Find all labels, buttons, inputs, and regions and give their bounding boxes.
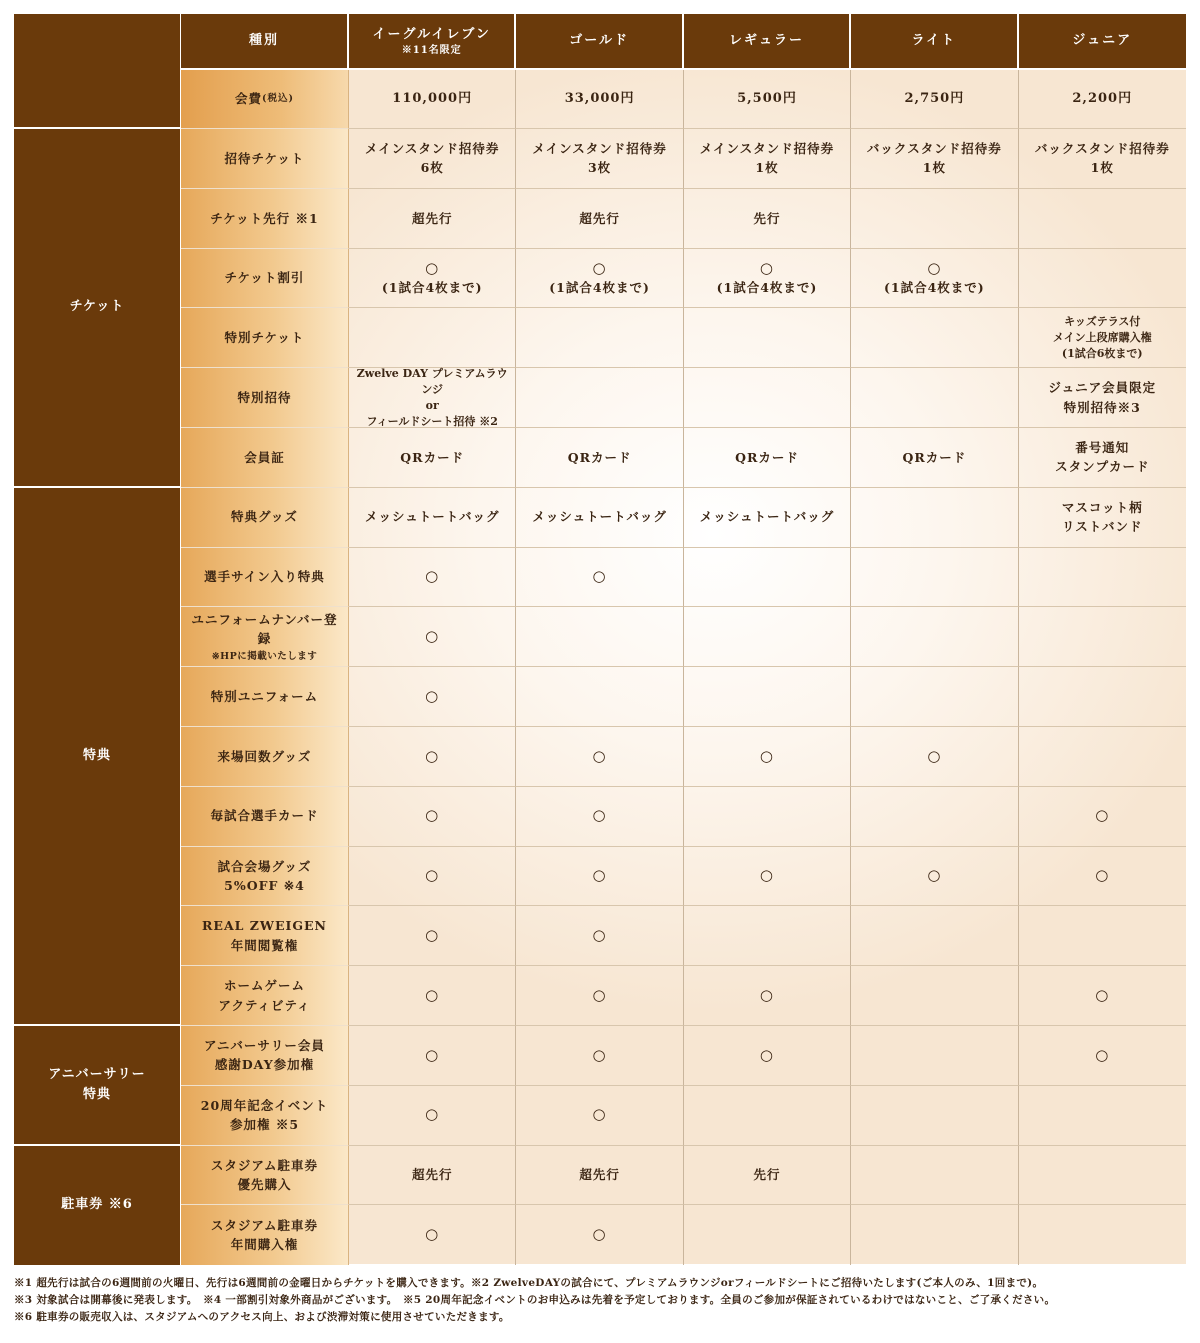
table-cell [851,189,1018,249]
row-label [181,787,349,847]
row-label [181,607,349,667]
table-cell [851,727,1018,787]
row-label-text: 優先購入 [237,1176,292,1192]
table-cell [349,428,516,488]
row-label [181,548,349,608]
table-cell [851,249,1018,309]
column-header-label: ゴールド [569,32,629,48]
footnote-line: ※3 対象試合は開幕後に発表します。 ※4 一部割引対象外商品がございます。 ※5 20周年記念イベントのお申込みは先着を予定しております。全員のご参加が保証されているわけではないこと、ご了承ください。 [14,1294,1056,1306]
table-cell [684,428,851,488]
row-label-fee [181,70,349,129]
table-cell [684,1086,851,1146]
cell-text: QRカード [735,449,799,465]
row-label-text: アニバーサリー会員 [204,1037,325,1053]
cell-text: 超先行 [579,1167,620,1183]
circle-mark: ○ [592,985,607,1004]
cell-text: 特別招待※3 [1063,399,1141,415]
cell-text: QRカード [567,449,632,465]
cell-text: 1枚 [922,160,946,176]
cell-text: メインスタンド招待券 [699,141,835,157]
table-cell [684,249,851,309]
footnotes [14,1275,1186,1326]
table-cell [851,667,1018,727]
table-cell [851,966,1018,1026]
table-cell [1019,607,1186,667]
table-cell [516,249,683,309]
row-label-text: 年間閲覧権 [230,937,299,953]
cell-text: Zwelve DAY プレミアムラウンジ [356,366,508,396]
circle-mark: ○ [1095,806,1110,825]
table-cell [349,1026,516,1086]
row-label [181,847,349,907]
row-label-text: ユニフォームナンバー登録 [191,611,338,647]
cell-text: 超先行 [411,1167,453,1183]
category-benefit [14,488,181,1026]
table-cell [516,1205,683,1265]
table-cell [1019,428,1186,488]
circle-mark: ○ [592,1045,607,1064]
footnote-line: ※6 駐車券の販売収入は、スタジアムへのアクセス向上、および渋滞対策に使用させていただきます。 [14,1311,510,1323]
circle-mark: ○ [1095,866,1110,885]
table-cell [516,368,683,428]
circle-mark: ○ [759,866,775,885]
table-cell [851,548,1018,608]
cell-text: 先行 [753,1167,781,1183]
column-header-note: ※11名限定 [401,45,462,57]
row-label [181,1205,349,1265]
row-label-text: 5%OFF ※4 [224,877,305,893]
row-label-text: 特典グッズ [231,509,298,525]
column-header-eagle-eleven [349,14,516,70]
membership-comparison-table [14,14,1186,1264]
table-cell [1019,249,1186,309]
circle-mark: ○ [425,258,440,277]
circle-mark: ○ [425,567,440,586]
row-label [181,488,349,548]
cell-text: (1試合6枚まで) [1061,346,1143,360]
table-cell [516,607,683,667]
table-cell [684,607,851,667]
table-cell [1019,966,1186,1026]
row-label-text: 招待チケット [224,150,305,166]
table-cell [349,906,516,966]
circle-mark: ○ [759,746,775,765]
circle-mark: ○ [927,866,942,885]
table-cell [851,428,1018,488]
cell-text: 1枚 [755,160,779,176]
row-label [181,966,349,1026]
column-header-label: ライト [911,32,957,48]
fee-value: 2,200円 [1019,70,1186,129]
circle-mark: ○ [425,1045,440,1064]
cell-text: 6枚 [420,160,444,176]
row-label-text: 感謝DAY参加権 [214,1057,315,1073]
table-cell [516,966,683,1026]
cell-text: メインスタンド招待券 [532,141,667,157]
column-header-light [851,14,1018,70]
row-label [181,1146,349,1206]
row-label-text: スタジアム駐車券 [210,1157,319,1173]
column-header-regular [684,14,851,70]
row-label-text: アクティビティ [218,997,311,1013]
table-cell [851,787,1018,847]
table-cell [349,129,516,189]
cell-text: マスコット柄 [1061,499,1143,515]
circle-mark: ○ [592,258,607,277]
row-label-sub: ※HPに掲載いたします [211,650,318,662]
column-header-label: レギュラー [728,32,804,48]
column-header-label: イーグルイレブン [372,26,491,42]
row-label [181,189,349,249]
table-cell [516,667,683,727]
cell-text: (1試合4枚まで) [381,280,483,296]
table-cell [684,727,851,787]
row-label-text: 選手サイン入り特典 [204,569,325,585]
table-cell [1019,1026,1186,1086]
row-label [181,249,349,309]
circle-mark: ○ [759,1045,775,1064]
circle-mark: ○ [927,258,942,277]
row-label [181,727,349,787]
table-cell [1019,847,1186,907]
row-label-text: チケット先行 ※1 [210,210,319,226]
cell-text: (1試合4枚まで) [884,280,985,296]
circle-mark: ○ [759,258,775,277]
circle-mark: ○ [425,686,440,705]
cell-text: フィールドシート招待 ※2 [366,414,498,428]
circle-mark: ○ [1095,1045,1110,1064]
cell-text: 3枚 [587,160,612,176]
category-label: 駐車券 ※6 [61,1197,133,1213]
cell-text: ジュニア会員限定 [1048,380,1157,396]
table-cell [1019,308,1186,368]
cell-text: or [425,398,439,412]
circle-mark: ○ [425,926,440,944]
row-label-text: 年間購入権 [230,1237,299,1253]
table-cell [851,488,1018,548]
cell-text: メインスタンド招待券 [365,141,500,157]
table-cell [684,368,851,428]
table-cell [1019,667,1186,727]
row-label-text: 特別ユニフォーム [210,688,319,704]
table-cell [516,488,683,548]
table-cell [851,607,1018,667]
row-label-text: 会員証 [244,449,285,465]
category-label: 特典 [82,747,111,763]
cell-text: バックスタンド招待券 [866,141,1002,157]
table-cell [516,906,683,966]
cell-text: 超先行 [411,210,453,226]
cell-text: QRカード [902,449,967,465]
row-label-text: 特別チケット [224,330,305,346]
table-cell [851,1086,1018,1146]
category-parking [14,1146,181,1266]
table-cell [516,428,683,488]
cell-text: (1試合4枚まで) [549,280,650,296]
row-label-text: 試合会場グッズ [217,858,312,874]
table-cell [516,1146,683,1206]
fee-label: 会費 [234,91,262,107]
table-cell [684,308,851,368]
category-label: アニバーサリー [48,1066,146,1082]
table-cell [516,847,683,907]
row-label-text: ホームゲーム [223,978,305,994]
table-cell [851,1026,1018,1086]
table-cell [1019,1086,1186,1146]
circle-mark: ○ [425,746,440,765]
column-header-junior [1019,14,1186,70]
circle-mark: ○ [592,866,607,885]
row-label [181,1026,349,1086]
fee-value: 33,000円 [516,70,683,129]
fee-value: 110,000円 [349,70,516,129]
table-cell [684,548,851,608]
circle-mark: ○ [592,567,607,586]
category-ticket [14,129,181,488]
table-cell [1019,368,1186,428]
row-label [181,667,349,727]
circle-mark: ○ [425,866,440,885]
row-label-text: REAL ZWEIGEN [202,918,327,934]
table-cell [684,1146,851,1206]
row-label [181,308,349,368]
table-cell [349,1205,516,1265]
table-cell [516,129,683,189]
table-cell [851,129,1018,189]
table-cell [349,548,516,608]
table-cell [684,129,851,189]
column-header-gold [516,14,683,70]
circle-mark: ○ [592,1105,607,1124]
cell-text: (1試合4枚まで) [716,280,818,296]
table-cell [349,249,516,309]
table-cell [851,368,1018,428]
row-label [181,428,349,488]
circle-mark: ○ [592,926,607,944]
category-label: 特典 [82,1086,111,1102]
cell-text: メッシュトートバッグ [532,509,667,525]
table-cell [851,1205,1018,1265]
table-cell [1019,189,1186,249]
table-cell [349,727,516,787]
circle-mark: ○ [425,806,440,825]
table-cell [684,1205,851,1265]
row-label-text: 来場回数グッズ [217,748,312,764]
table-cell [349,607,516,667]
cell-text: メイン上段席購入権 [1052,330,1152,344]
circle-mark: ○ [592,746,607,765]
membership-table-panel [14,14,1186,1323]
row-label [181,906,349,966]
table-cell [684,966,851,1026]
footnote-line: ※1 超先行は試合の6週間前の火曜日、先行は6週間前の金曜日からチケットを購入できます。※2 ZwelveDAYの試合にて、プレミアムラウンジorフィールドシートにご招待いたします(ご本人のみ、1回まで)。 [14,1277,1044,1289]
circle-mark: ○ [425,1225,440,1244]
column-header-label: ジュニア [1072,32,1133,48]
table-cell [349,966,516,1026]
table-cell [684,189,851,249]
corner-cell [14,14,181,129]
row-label-text: 特別招待 [237,389,292,405]
table-cell [516,548,683,608]
table-cell [349,189,516,249]
row-label-text: 参加権 ※5 [229,1117,300,1133]
table-cell [1019,727,1186,787]
circle-mark: ○ [425,627,440,646]
circle-mark: ○ [425,985,440,1004]
table-cell [684,787,851,847]
row-label [181,1086,349,1146]
category-anniversary [14,1026,181,1146]
cell-text: 先行 [753,210,781,226]
cell-text: メッシュトートバッグ [364,509,500,525]
table-cell [684,667,851,727]
row-label [181,368,349,428]
table-cell [1019,1205,1186,1265]
fee-value: 5,500円 [684,70,851,129]
table-cell [349,1086,516,1146]
cell-text: キッズテラス付 [1064,314,1141,328]
circle-mark: ○ [425,1105,440,1124]
circle-mark: ○ [592,1225,607,1244]
fee-value: 2,750円 [851,70,1018,129]
table-cell [684,1026,851,1086]
table-cell [1019,129,1186,189]
circle-mark: ○ [592,806,607,825]
table-cell [1019,906,1186,966]
table-cell [1019,787,1186,847]
table-cell [349,488,516,548]
table-cell [516,308,683,368]
table-cell [1019,1146,1186,1206]
cell-text: バックスタンド招待券 [1034,141,1170,157]
circle-mark: ○ [759,985,775,1004]
cell-text: QRカード [400,449,465,465]
table-cell [1019,488,1186,548]
circle-mark: ○ [927,746,942,765]
table-cell [684,906,851,966]
cell-text: リストバンド [1062,519,1143,535]
circle-mark: ○ [1095,985,1110,1004]
table-cell [684,488,851,548]
table-cell [516,727,683,787]
table-cell [349,1146,516,1206]
row-label [181,129,349,189]
table-cell [349,847,516,907]
table-cell [349,787,516,847]
table-cell [1019,548,1186,608]
table-cell [349,667,516,727]
table-cell [516,189,683,249]
table-cell [516,787,683,847]
cell-text: 超先行 [579,210,620,226]
row-label-text: スタジアム駐車券 [210,1217,319,1233]
table-cell [851,906,1018,966]
cell-text: メッシュトートバッグ [699,509,835,525]
row-label-text: 20周年記念イベント [200,1097,329,1113]
cell-text: 1枚 [1090,160,1114,176]
table-cell [851,308,1018,368]
row-label-text: チケット割引 [224,270,305,286]
fee-label-sub: (税込) [262,92,294,104]
table-cell [851,1146,1018,1206]
category-label: チケット [69,299,125,315]
table-cell [516,1086,683,1146]
row-label-text: 毎試合選手カード [210,808,319,824]
table-cell [684,847,851,907]
table-cell [349,308,516,368]
table-cell [851,847,1018,907]
cell-text: 番号通知 [1075,440,1130,455]
table-cell [349,368,516,428]
column-header-label: 種別 [248,32,279,48]
column-header-type [181,14,349,70]
cell-text: スタンプカード [1055,459,1150,475]
table-cell [516,1026,683,1086]
